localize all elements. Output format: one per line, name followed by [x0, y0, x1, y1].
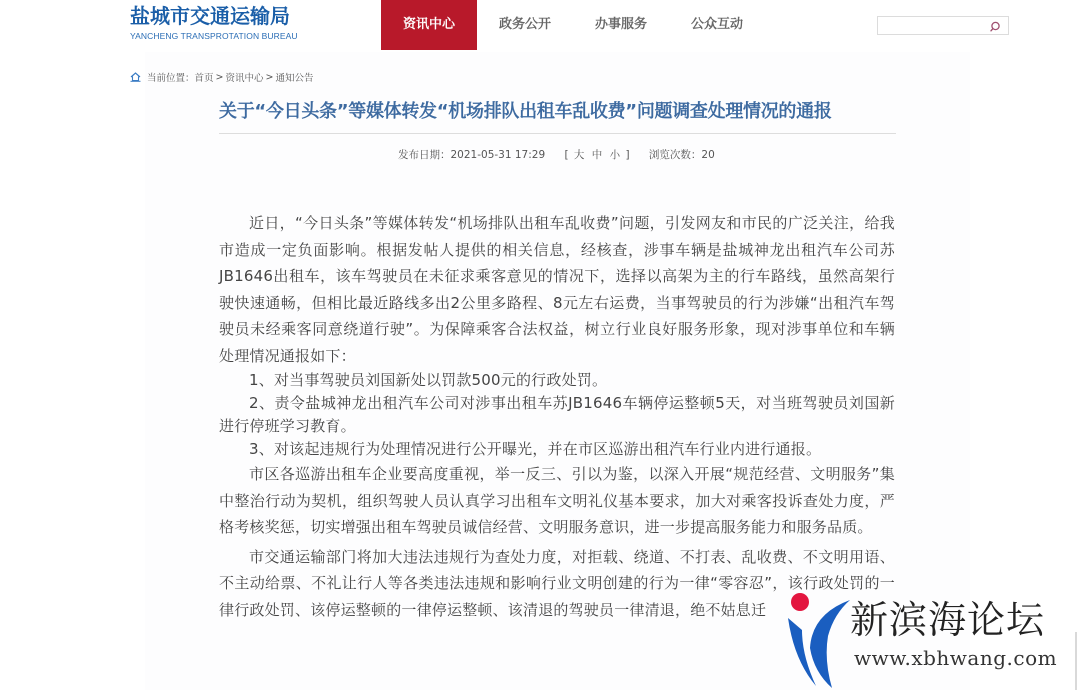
view-count-value: 20: [701, 149, 715, 161]
article-title: 关于“今日头条”等媒体转发“机场排队出租车乱收费”问题调查处理情况的通报: [219, 101, 832, 122]
search-box: [877, 16, 1009, 35]
watermark-text-en: www.xbhwang.com: [854, 646, 1058, 670]
font-size-controls: [564, 147, 629, 162]
article-list-item: 2、责令盐城神龙出租汽车公司对涉事出租车苏JB1646车辆停运整顿5天，对当班驾驶员刘国新进行停班学习教育。: [219, 394, 895, 435]
home-icon: [130, 72, 141, 82]
view-count-label: 浏览次数：: [648, 149, 702, 161]
nav-item-public-interaction[interactable]: 公众互动: [690, 17, 743, 32]
title-divider: [219, 133, 896, 134]
view-count: [649, 147, 715, 162]
article-body: [219, 210, 895, 623]
search-icon: [988, 20, 1002, 34]
article-paragraph: 市交通运输部门将加大违法违规行为查处力度，对拒载、绕道、不打表、乱收费、不文明用语、不主动给票、不礼让行人等各类违法违规和影响行业文明创建的行为一律“零容忍”，该行政处罚的一律行政处罚、该停运整顿的一律停运整顿、该清退的驾驶员一律清退，绝不姑息迁: [219, 547, 895, 619]
nav-item-news-center[interactable]: 资讯中心: [381, 0, 477, 50]
watermark-text-cn: 新滨海论坛: [850, 598, 1046, 642]
edge-divider: [1075, 632, 1077, 690]
bracket-open: [: [564, 149, 569, 161]
nav-item-services[interactable]: 办事服务: [594, 17, 647, 32]
watermark-logo: [784, 590, 1080, 690]
font-size-small[interactable]: 小: [609, 149, 621, 161]
breadcrumb: [130, 70, 314, 84]
site-header: [0, 0, 1080, 52]
article-paragraph: 近日，“今日头条”等媒体转发“机场排队出租车乱收费”问题，引发网友和市民的广泛关注，给我市造成一定负面影响。根据发帖人提供的相关信息，经核查，涉事车辆是盐城神龙出租汽车公司苏JB1646出租车，该车驾驶员在未征求乘客意见的情况下，选择以高架为主的行车路线，虽然高架行驶快速通畅，但相比最近路线多出2公里多路程、8元左右运费，当事驾驶员的行为涉嫌“出租汽车驾驶员未经乘客同意绕道行驶”。为保障乘客合法权益，树立行业良好服务形象，现对涉事单位和车辆处理情况通报如下：: [219, 214, 895, 365]
breadcrumb-separator: >: [215, 71, 224, 83]
font-size-large[interactable]: 大: [573, 149, 585, 161]
breadcrumb-home[interactable]: 首页: [194, 73, 214, 84]
breadcrumb-notices[interactable]: 通知公告: [275, 73, 314, 84]
article-list-item: 1、对当事驾驶员刘国新处以罚款500元的行政处罚。: [249, 371, 608, 389]
font-size-medium[interactable]: 中: [591, 149, 603, 161]
nav-item-government-affairs[interactable]: 政务公开: [498, 17, 551, 32]
breadcrumb-separator: >: [265, 71, 274, 83]
bracket-close: ]: [625, 149, 630, 161]
publish-date: 2021-05-31 17:29: [450, 149, 546, 161]
breadcrumb-news-center[interactable]: 资讯中心: [225, 73, 264, 84]
breadcrumb-prefix: 当前位置：: [147, 73, 195, 84]
main-nav: [381, 0, 765, 50]
search-button[interactable]: [988, 19, 1002, 33]
site-logo[interactable]: [130, 4, 298, 41]
watermark-dot-icon: [791, 593, 809, 611]
logo-title-cn: 盐城市交通运输局: [130, 4, 290, 28]
article-paragraph: 市区各巡游出租车企业要高度重视，举一反三、引以为鉴，以深入开展“规范经营、文明服务”集中整治行动为契机，组织驾驶人员认真学习出租车文明礼仪基本要求，加大对乘客投诉查处力度，严格考核奖惩，切实增强出租车驾驶员诚信经营、文明服务意识，进一步提高服务能力和服务品质。: [219, 465, 895, 536]
article-list-item: 3、对该起违规行为处理情况进行公开曝光，并在市区巡游出租汽车行业内进行通报。: [249, 440, 822, 458]
article-meta: [398, 147, 715, 162]
publish-date-label: 发布日期：: [398, 149, 451, 161]
search-input[interactable]: [878, 21, 986, 38]
logo-title-en: YANCHENG TRANSPROTATION BUREAU: [130, 31, 298, 41]
